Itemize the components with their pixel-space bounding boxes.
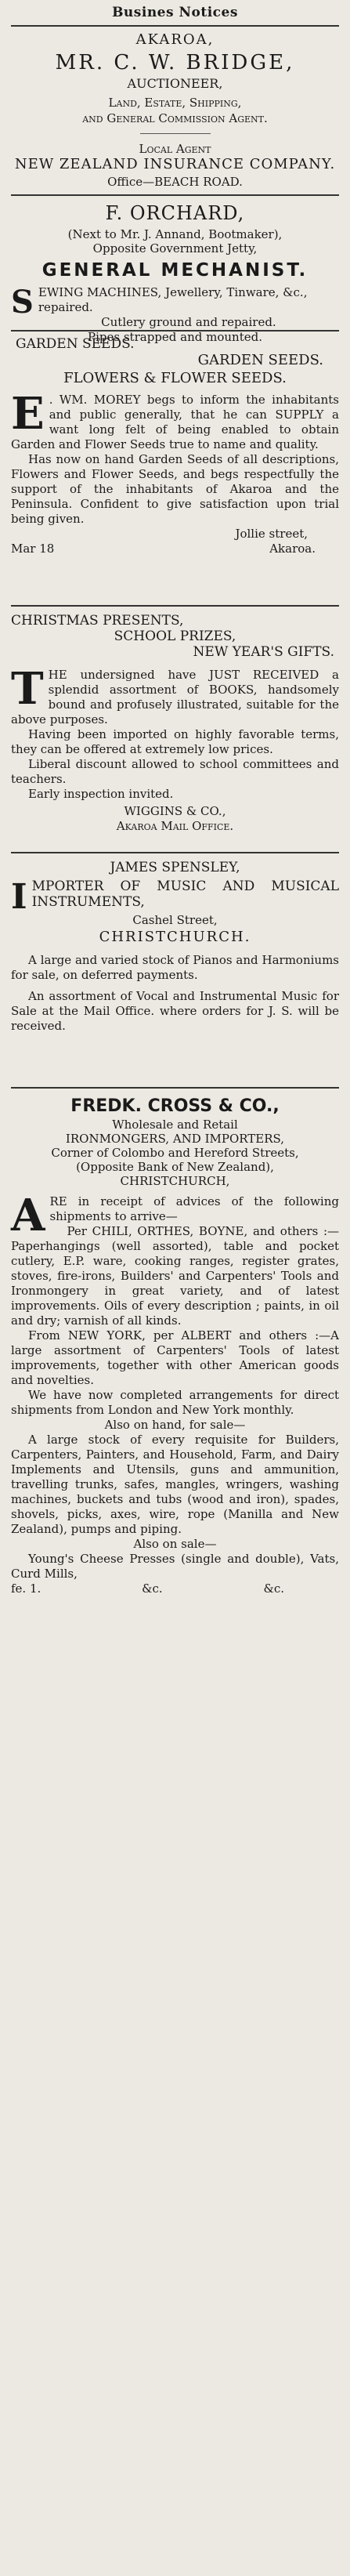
bridge-line1: Land, Estate, Shipping, — [108, 96, 242, 110]
morey-p2: Has now on hand Garden Seeds of all descriptions, Flowers and Flower Seeds, and begs respectfully the support of the inhabitants of Akaroa and the Peninsula. Confident to give satisfaction upon trial being given. — [11, 452, 339, 526]
ad-cross — [11, 1089, 339, 1596]
bridge-role: AUCTIONEER, — [127, 76, 223, 91]
cross-p1: RE in receipt of advices of the following shipments to arrive— — [49, 1194, 339, 1223]
morey-p1: . WM. MOREY begs to inform the inhabitants and public generally, that he can SUPPLY a want long felt of being enabled to obtain Garden and Flower Seeds true to name and quality. — [11, 393, 339, 451]
drop-cap: E — [11, 388, 45, 440]
cross-p2: Per CHILI, ORTHES, BOYNE, and others :—Paperhangings (well assorted), table and pocket cutlery, E.P. ware, cooking ranges, register grates, stoves, fire-irons, Builders' and Carpenters' Tools and Ironmongery in great variety, and of latest improvements. Oils of every description ; paints, in oil and dry; varnish of all kinds. — [11, 1224, 339, 1328]
cross-city: CHRISTCHURCH, — [120, 1174, 230, 1188]
wiggins-h1: CHRISTMAS PRESENTS, — [11, 613, 184, 629]
ad-morey — [11, 332, 339, 607]
cross-etc1: &c. — [142, 1581, 163, 1596]
morey-h3: FLOWERS & FLOWER SEEDS. — [63, 370, 287, 386]
spensley-title-block — [11, 877, 339, 917]
bridge-town: AKAROA, — [135, 31, 215, 48]
spensley-title: MPORTER OF MUSIC AND MUSICAL INSTRUMENTS, — [31, 879, 339, 910]
wiggins-h3: NEW YEAR'S GIFTS. — [193, 644, 334, 660]
orchard-item1: EWING MACHINES, Jewellery, Tinware, &c., repaired. — [38, 285, 308, 314]
spensley-p1: A large and varied stock of Pianos and Harmoniums for sale, on deferred payments. — [11, 953, 339, 982]
wiggins-sig: WIGGINS & CO., — [124, 804, 226, 818]
wiggins-body — [11, 663, 339, 834]
bridge-name: MR. C. W. BRIDGE, — [55, 51, 295, 74]
wiggins-p3: Liberal discount allowed to school committees and teachers. — [11, 757, 339, 786]
orchard-item3: Pipes strapped and mounted. — [88, 330, 262, 344]
bridge-office: Office—BEACH ROAD. — [107, 175, 243, 189]
bridge-agent: Local Agent — [139, 142, 211, 156]
morey-body — [11, 388, 339, 556]
divider — [140, 133, 211, 134]
cross-p5: Also on hand, for sale— — [104, 1418, 246, 1432]
drop-cap: A — [11, 1190, 45, 1241]
cross-body — [11, 1190, 339, 1596]
cross-dateline — [11, 1581, 339, 1596]
ad-bridge — [11, 27, 339, 196]
cross-p4: We have now completed arrangements for direct shipments from London and New York monthly. — [11, 1388, 339, 1417]
cross-opp: (Opposite Bank of New Zealand), — [76, 1160, 274, 1174]
cross-name: FREDK. CROSS & CO., — [70, 1096, 280, 1116]
spensley-p2: An assortment of Vocal and Instrumental Music for Sale at the Mail Office. where orders for J. S. will be received. — [11, 989, 339, 1033]
ad-wiggins — [11, 607, 339, 853]
cross-sub: Wholesale and Retail — [112, 1118, 238, 1132]
section-heading: Busines Notices — [11, 0, 339, 27]
cross-p8: Young's Cheese Presses (single and double), Vats, Curd Mills, — [11, 1552, 339, 1581]
morey-h2: GARDEN SEEDS. — [197, 352, 323, 368]
wiggins-p4: Early inspection invited. — [28, 787, 174, 801]
cross-trade: IRONMONGERS, AND IMPORTERS, — [65, 1132, 285, 1146]
morey-date: Mar 18 — [11, 542, 55, 556]
orchard-trade: GENERAL MECHANIST. — [41, 260, 309, 281]
orchard-line2: Opposite Government Jetty, — [92, 241, 258, 255]
wiggins-h2: SCHOOL PRIZES, — [114, 629, 236, 644]
cross-etc2: &c. — [263, 1581, 284, 1596]
wiggins-p1: HE undersigned have JUST RECEIVED a splendid assortment of BOOKS, handsomely bound and profusely illustrated, suitable for the above purposes. — [11, 668, 339, 726]
spensley-name: JAMES SPENSLEY, — [110, 860, 240, 875]
cross-p6: A large stock of every requisite for Builders, Carpenters, Painters, and Household, Farm, and Dairy Implements and Utensils, guns and ammunition, travelling trunks, safes, mangles, wringers, washing machines, buckets and tubs (wood and iron), spades, shovels, picks, axes, wire, rope (Manilla and New Zealand), pumps and piping. — [11, 1433, 339, 1536]
bridge-company: NEW ZEALAND INSURANCE COMPANY. — [14, 156, 336, 172]
cross-date: fe. 1. — [11, 1581, 41, 1596]
drop-cap: I — [11, 877, 27, 917]
orchard-line1: (Next to Mr. J. Annand, Bootmaker), — [67, 227, 283, 241]
spensley-street: Cashel Street, — [132, 913, 218, 927]
morey-addr: Jollie street, — [235, 527, 308, 541]
spensley-city: CHRISTCHURCH. — [99, 929, 251, 945]
cross-p3: From NEW YORK, per ALBERT and others :—A large assortment of Carpenters' Tools of latest improvements, together with other American goods and novelties. — [11, 1328, 339, 1387]
wiggins-p2: Having been imported on highly favorable terms, they can be offered at extremely low prices. — [11, 727, 339, 756]
bridge-line2: and General Commission Agent. — [82, 111, 268, 125]
wiggins-office: Akaroa Mail Office. — [116, 819, 234, 833]
drop-cap: T — [11, 663, 44, 715]
orchard-name: F. ORCHARD, — [105, 202, 245, 224]
morey-h1: GARDEN SEEDS. — [16, 336, 135, 352]
drop-cap: S — [11, 284, 34, 321]
ad-spensley — [11, 853, 339, 1089]
morey-place: Akaroa. — [269, 542, 316, 556]
cross-p7: Also on sale— — [133, 1537, 217, 1551]
morey-dateline — [11, 542, 339, 556]
cross-corner: Corner of Colombo and Hereford Streets, — [51, 1146, 299, 1160]
orchard-item2: Cutlery ground and repaired. — [101, 315, 276, 329]
